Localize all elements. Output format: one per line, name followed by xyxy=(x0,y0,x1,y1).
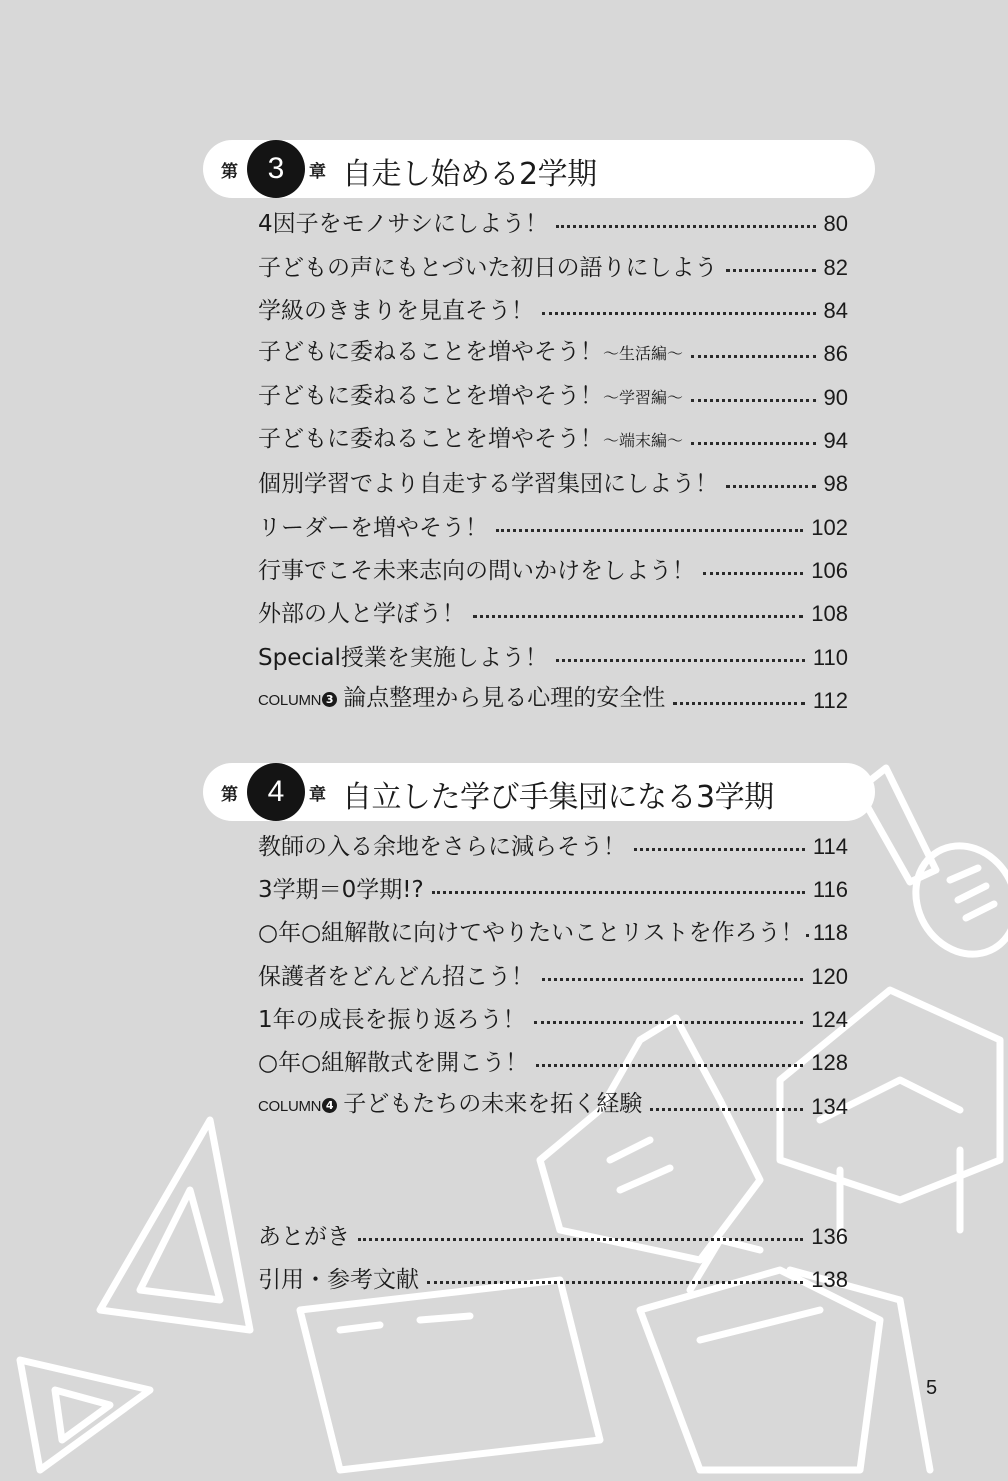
chapter-prefix: 第 xyxy=(221,785,238,805)
toc-entry-title: ○年○組解散式を開こう！ xyxy=(258,1050,529,1076)
dot-leader xyxy=(726,485,816,488)
toc-entry-subtitle: ～学習編～ xyxy=(603,388,684,407)
toc-column-entry[interactable] xyxy=(258,1090,848,1124)
toc-entry-page: 110 xyxy=(812,645,848,670)
toc-entry[interactable] xyxy=(258,873,848,907)
toc-entry-page: 134 xyxy=(811,1094,848,1119)
toc-entry-subtitle: ～生活編～ xyxy=(603,344,684,363)
toc-entry-page: 86 xyxy=(823,341,848,366)
toc-entry-title: 学級のきまりを見直そう！ xyxy=(258,298,534,324)
toc-entry[interactable] xyxy=(258,337,848,371)
toc-entry[interactable] xyxy=(258,424,848,458)
dot-leader xyxy=(691,355,816,358)
chapter-title: 自立した学び手集団になる3学期 xyxy=(342,780,774,815)
toc-entry-page: 102 xyxy=(811,515,848,540)
toc-entry[interactable] xyxy=(258,467,848,501)
toc-entry[interactable] xyxy=(258,1046,848,1080)
toc-entry-afterword[interactable] xyxy=(258,1220,848,1254)
chapter-3-header xyxy=(203,140,875,198)
toc-entry-title: ○年○組解散に向けてやりたいことリストを作ろう！ xyxy=(258,920,804,946)
toc-entry-title: 個別学習でより自走する学習集団にしよう！ xyxy=(258,471,718,497)
toc-entry[interactable] xyxy=(258,641,848,675)
dot-leader xyxy=(691,442,816,445)
toc-entry[interactable] xyxy=(258,381,848,415)
column-number-badge: 3 xyxy=(322,692,337,707)
chapter-number-badge: 4 xyxy=(247,763,305,821)
page-number: 5 xyxy=(926,1377,938,1399)
toc-entry-page: 138 xyxy=(811,1267,848,1292)
toc-entry-page: 116 xyxy=(812,877,848,902)
toc-entry-page: 118 xyxy=(812,920,848,945)
toc-entry-title: COLUMN 3 論点整理から見る心理的安全性 xyxy=(258,685,666,711)
toc-entry[interactable] xyxy=(258,830,848,864)
toc-entry-title: 行事でこそ未来志向の問いかけをしよう！ xyxy=(258,558,695,584)
toc-entry-page: 112 xyxy=(812,688,848,713)
toc-entry-page: 114 xyxy=(812,834,848,859)
toc-entry-title: 引用・参考文献 xyxy=(258,1267,419,1293)
column-tag: COLUMN xyxy=(258,1098,322,1115)
toc-entry-subtitle: ～端末編～ xyxy=(603,431,684,450)
toc-entry-page: 82 xyxy=(823,255,848,280)
dot-leader xyxy=(634,848,805,851)
dot-leader xyxy=(473,615,803,618)
toc-entry-title: 教師の入る余地をさらに減らそう！ xyxy=(258,834,626,860)
toc-entry-page: 128 xyxy=(811,1050,848,1075)
toc-column-entry[interactable] xyxy=(258,684,848,718)
toc-entry-title: 保護者をどんどん招こう！ xyxy=(258,964,534,990)
toc-entry-page: 84 xyxy=(823,298,848,323)
toc-entry[interactable] xyxy=(258,1003,848,1037)
dot-leader xyxy=(427,1281,803,1284)
dot-leader xyxy=(432,891,805,894)
toc-entry[interactable] xyxy=(258,207,848,241)
dot-leader xyxy=(542,978,803,981)
toc-entry-page: 80 xyxy=(823,211,848,236)
toc-entry-page: 90 xyxy=(823,385,848,410)
column-number-badge: 4 xyxy=(322,1098,337,1113)
dot-leader xyxy=(691,399,816,402)
toc-entry[interactable] xyxy=(258,916,848,950)
toc-entry-page: 98 xyxy=(823,471,848,496)
toc-entry[interactable] xyxy=(258,294,848,328)
dot-leader xyxy=(534,1021,804,1024)
toc-entry-page: 120 xyxy=(811,964,848,989)
chapter-number-badge: 3 xyxy=(247,140,305,198)
toc-entry[interactable] xyxy=(258,251,848,285)
toc-entry[interactable] xyxy=(258,960,848,994)
toc-entry-title: 子どもに委ねることを増やそう！～学習編～ xyxy=(258,383,684,409)
toc-entry-page: 94 xyxy=(823,428,848,453)
toc-entry-title: 4因子をモノサシにしよう！ xyxy=(258,211,548,237)
dot-leader xyxy=(806,934,809,937)
toc-entry-title: 1年の成長を振り返ろう！ xyxy=(258,1007,526,1033)
dot-leader xyxy=(556,225,816,228)
dot-leader xyxy=(496,529,803,532)
toc-entry[interactable] xyxy=(258,554,848,588)
toc-entry-title: 3学期＝0学期!? xyxy=(258,877,424,903)
dot-leader xyxy=(703,572,803,575)
toc-entry-title: 子どもの声にもとづいた初日の語りにしよう xyxy=(258,255,718,281)
dot-leader xyxy=(650,1108,803,1111)
toc-entry-page: 136 xyxy=(811,1224,848,1249)
chapter-4-header xyxy=(203,763,875,821)
toc-entry[interactable] xyxy=(258,511,848,545)
toc-entry-title: リーダーを増やそう！ xyxy=(258,515,488,541)
toc-entry-title: あとがき xyxy=(258,1224,350,1250)
toc-entry-title: Special授業を実施しよう！ xyxy=(258,645,548,671)
dot-leader xyxy=(358,1238,803,1241)
chapter-suffix: 章 xyxy=(309,785,326,805)
chapter-prefix: 第 xyxy=(221,162,238,182)
toc-entry-page: 108 xyxy=(811,601,848,626)
dot-leader xyxy=(726,269,816,272)
chapter-suffix: 章 xyxy=(309,162,326,182)
toc-entry[interactable] xyxy=(258,597,848,631)
dot-leader xyxy=(542,312,816,315)
toc-entry-title: 子どもに委ねることを増やそう！～端末編～ xyxy=(258,426,684,452)
dot-leader xyxy=(556,659,805,662)
toc-entry-page: 124 xyxy=(811,1007,848,1032)
toc-entry-page: 106 xyxy=(811,558,848,583)
toc-entry-title: COLUMN 4 子どもたちの未来を拓く経験 xyxy=(258,1091,643,1117)
dot-leader xyxy=(673,702,805,705)
toc-entry-title: 外部の人と学ぼう！ xyxy=(258,601,465,627)
column-tag: COLUMN xyxy=(258,692,322,709)
toc-entry-references[interactable] xyxy=(258,1263,848,1297)
toc-entry-title: 子どもに委ねることを増やそう！～生活編～ xyxy=(258,339,684,365)
dot-leader xyxy=(536,1064,803,1067)
chapter-title: 自走し始める2学期 xyxy=(342,157,597,192)
